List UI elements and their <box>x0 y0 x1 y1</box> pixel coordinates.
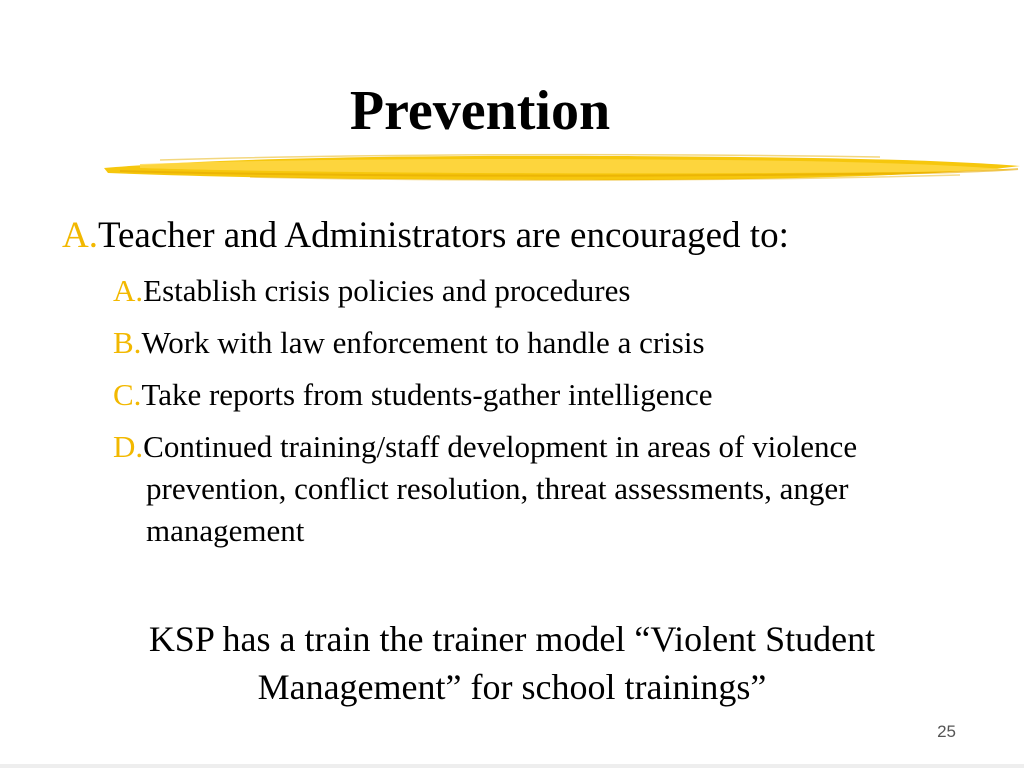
sub-point-marker: D. <box>113 429 144 464</box>
main-point-text: Teacher and Administrators are encouraged to: <box>97 215 789 256</box>
sub-point-marker: B. <box>113 325 142 360</box>
closing-note <box>0 615 1024 711</box>
sub-point <box>113 270 943 312</box>
closing-note-text: KSP has a train the trainer model “Violent Student Management” for school trainings” <box>148 619 876 707</box>
slide-title: Prevention <box>349 80 611 142</box>
sub-point-marker: C. <box>113 377 142 412</box>
sub-point-text: Establish crisis policies and procedures <box>143 273 631 308</box>
page-number: 25 <box>937 722 956 741</box>
sub-point-marker: A. <box>113 273 144 308</box>
sub-point-list <box>113 270 943 562</box>
title-underline-brushstroke <box>100 146 1024 190</box>
sub-point-text: Work with law enforcement to handle a crisis <box>141 325 705 360</box>
sub-point-text: Take reports from students-gather intelligence <box>141 377 713 412</box>
sub-point-text: Continued training/staff development in areas of violence prevention, conflict resolution, threat assessments, anger management <box>143 429 858 548</box>
sub-point <box>113 374 943 416</box>
main-point <box>62 212 789 260</box>
bottom-edge <box>0 764 1024 768</box>
sub-point <box>113 322 943 364</box>
sub-point <box>113 426 943 552</box>
main-point-marker: A. <box>62 215 98 256</box>
